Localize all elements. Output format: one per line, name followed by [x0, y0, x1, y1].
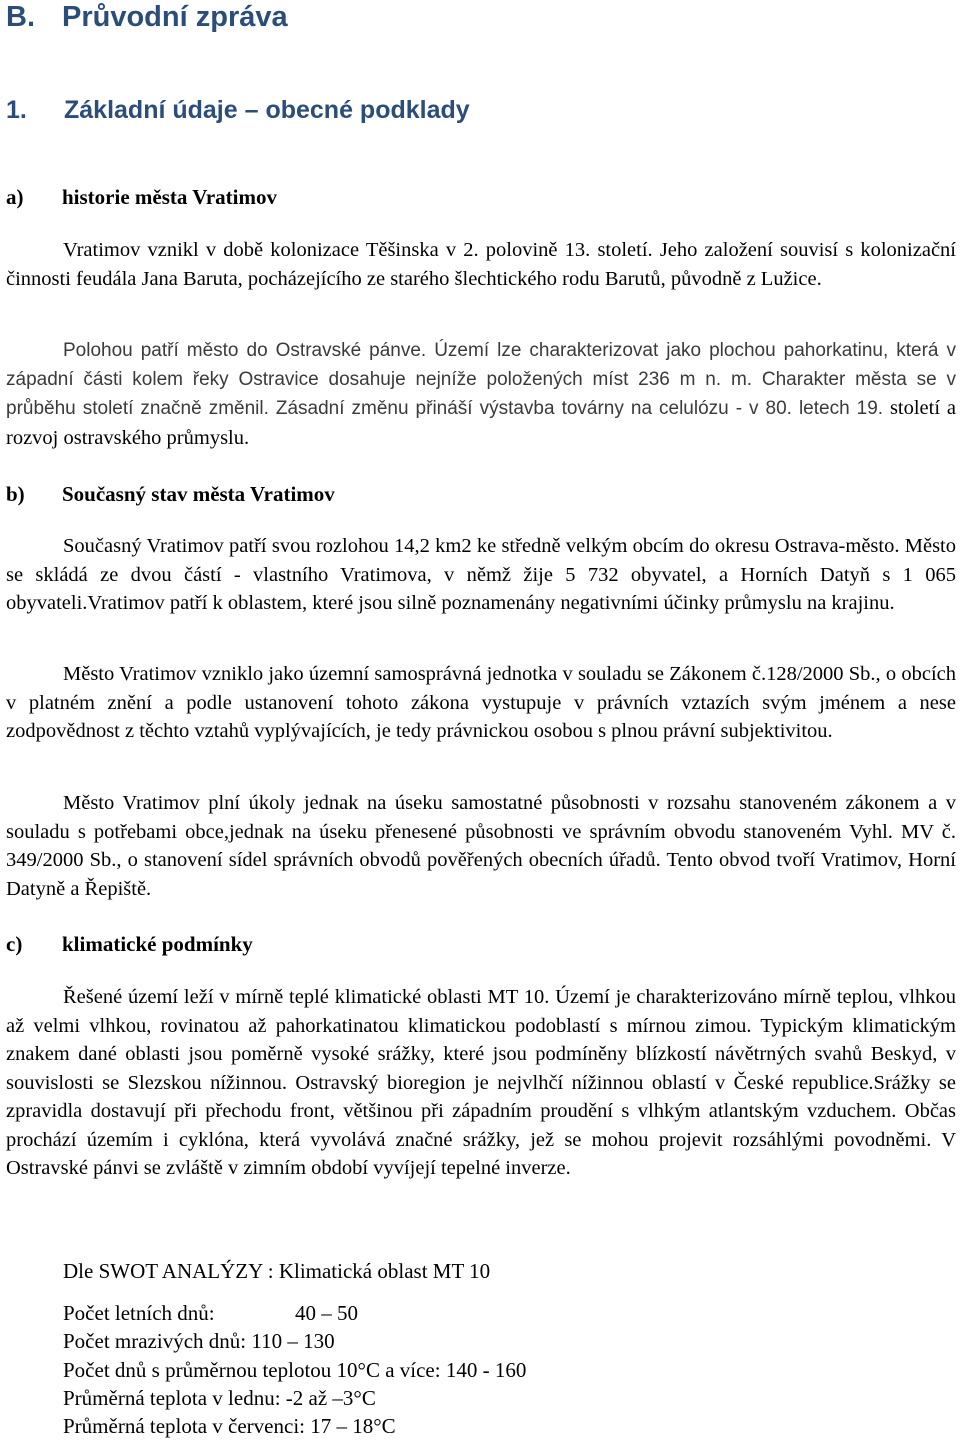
history-paragraph-1 [6, 236, 956, 293]
history-paragraph-2 [6, 337, 956, 453]
indicator-value: 110 – 130 [246, 1329, 335, 1353]
climate-paragraph-text: Řešené území leží v mírně teplé klimatické oblasti MT 10. Území je charakterizováno mírně teplou, vlhkou až velmi vlhkou, rovinatou až pahorkatinatou klimatickou podoblastí s mírnou zimou. Typickým klimatickým znakem dané oblasti jsou poměrně vysoké srážky, které jsou podmíněny blízkostí návětrných svahů Beskyd, v souvislosti se Slezskou nížinnou. Ostravský bioregion je nejvlhčí nížinnou oblastí v České republice.Srážky se zpravidla dostavují při přechodu front, většinou při západním proudění s vlhkým atlantským vzduchem. Občas prochází územím i cyklóna, která vyvolává značné srážky, jež se mohou projevit rozsáhlými povodněmi. V Ostravské pánvi se zvláště v zimním období vyvíjejí tepelné inverze. [6, 986, 956, 1179]
indicator-row [63, 1327, 335, 1356]
indicator-row [63, 1384, 376, 1413]
swot-line: Dle SWOT ANALÝZY : Klimatická oblast MT 10 [63, 1259, 491, 1283]
main-heading-number: B. [6, 1, 35, 33]
indicator-label: Počet dnů s průměrnou teplotou 10°C a více: [63, 1358, 441, 1382]
subsection-a-title: historie města Vratimov [62, 185, 278, 209]
section-heading [6, 94, 470, 126]
subsection-a-heading [6, 183, 277, 211]
subsection-c-letter: c) [6, 932, 23, 956]
indicator-value: -2 až –3°C [280, 1386, 376, 1410]
indicator-label: Průměrná teplota v lednu: [63, 1386, 281, 1410]
section-title: Základní údaje – obecné podklady [64, 96, 470, 124]
current-state-paragraph-3 [6, 789, 956, 903]
history-paragraph-2-serif: století a rozvoj ostravského průmyslu. [6, 397, 956, 449]
indicator-value: 40 – 50 [295, 1301, 358, 1325]
climate-paragraph [6, 983, 956, 1183]
indicator-row [63, 1299, 358, 1328]
subsection-b-heading [6, 480, 335, 508]
indicator-value: 140 - 160 [440, 1358, 527, 1382]
history-paragraph-2-sans: Polohou patří město do Ostravské pánve. Území lze charakterizovat jako plochou pahorkatinu, která v západní části kolem řeky Ostravice dosahuje nejníže položených míst 236 m n. m. Charakter města se v průběhu století značně změnil. Zásadní změnu přináší výstavba továrny na celulózu - v 80. letech 19. [6, 340, 956, 419]
subsection-b-title: Současný stav města Vratimov [62, 482, 335, 506]
indicator-row [63, 1412, 396, 1441]
main-heading [6, 0, 288, 34]
subsection-a-letter: a) [6, 185, 24, 209]
indicator-label: Průměrná teplota v červenci: [63, 1414, 305, 1438]
subsection-b-letter: b) [6, 482, 25, 506]
current-state-paragraph-1 [6, 532, 956, 618]
history-paragraph-1-text: Vratimov vznikl v době kolonizace Těšinska v 2. polovině 13. století. Jeho založení souvisí s kolonizační činnosti feudála Jana Baruta, pocházejícího ze starého šlechtického rodu Barutů, původně z Lužice. [6, 239, 956, 290]
indicator-label: Počet letních dnů: [63, 1301, 215, 1325]
current-state-paragraph-2-text: Město Vratimov vzniklo jako územní samosprávná jednotka v souladu se Zákonem č.128/2000 Sb., o obcích v platném znění a podle ustanovení tohoto zákona vystupuje v právních vztazích svým jménem a nese zodpovědnost z těchto vztahů vyplývajících, je tedy právnickou osobou s plnou právní subjektivitou. [6, 663, 956, 742]
current-state-paragraph-3-text: Město Vratimov plní úkoly jednak na úseku samostatné působnosti v rozsahu stanoveném zákonem a v souladu s potřebami obce,jednak na úseku přenesené působnosti ve správním obvodu stanoveném Vyhl. MV č. 349/2000 Sb., o stanovení sídel správních obvodů pověřených obecních úřadů. Tento obvod tvoří Vratimov, Horní Datyně a Řepiště. [6, 792, 956, 900]
current-state-paragraph-2 [6, 660, 956, 746]
indicator-label: Počet mrazivých dnů: [63, 1329, 247, 1353]
main-heading-title: Průvodní zpráva [62, 1, 288, 33]
subsection-c-heading [6, 930, 253, 958]
current-state-paragraph-1-text: Současný Vratimov patří svou rozlohou 14,2 km2 ke středně velkým obcím do okresu Ostrava-město. Město se skládá ze dvou částí - vlastního Vratimova, v němž žije 5 732 obyvatel, a Horních Datyň s 1 065 obyvateli.Vratimov patří k oblastem, které jsou silně poznamenány negativními účinky průmyslu na krajinu. [6, 535, 956, 614]
indicator-value: 17 – 18°C [304, 1414, 396, 1438]
section-number: 1. [6, 96, 27, 124]
subsection-c-title: klimatické podmínky [62, 932, 253, 956]
indicator-row [63, 1356, 526, 1385]
